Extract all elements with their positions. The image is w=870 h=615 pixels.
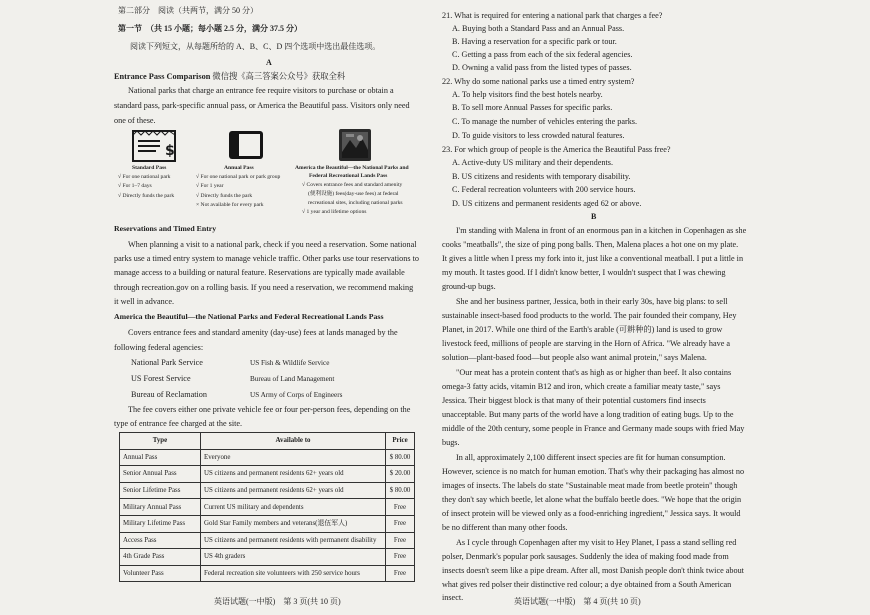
standard-pass-name: Standard Pass <box>132 165 167 171</box>
atb-line: Covers entrance fees and standard amenity (day-use) fees at lands managed by the <box>128 328 398 337</box>
intro-line-2: standard pass, park-specific annual pass, or America the Beautiful pass. Visitors only need <box>114 101 410 110</box>
atb-line: following federal agencies: <box>114 343 204 352</box>
standard-pass-feature: √ For 1–7 days <box>118 183 152 189</box>
passage-b-line: Jessica. Their biggest block is that many of their potential customers find insects <box>442 396 706 405</box>
available-cell: Everyone <box>201 449 386 466</box>
price-cell: Free <box>386 515 415 532</box>
passage-b-line: images of insects. The labels do state "Sustainable meat made from beetle protein" though <box>442 481 738 490</box>
available-cell: Current US military and dependents <box>201 499 386 516</box>
atb-pass-feature: √ 1 year and lifetime options <box>302 209 367 215</box>
type-cell: Military Lifetime Pass <box>120 515 201 532</box>
title-cn: 微信搜《高三答案公众号》获取全科 <box>210 72 346 81</box>
passage-title <box>114 70 345 82</box>
standard-pass-feature: √ For one national park <box>118 174 171 180</box>
question-21-option-c[interactable]: C. Getting a pass from each of the six federal agencies. <box>452 50 633 59</box>
atb-heading: America the Beautiful—the National Parks and Federal Recreational Lands Pass <box>114 312 384 321</box>
price-cell: Free <box>386 532 415 549</box>
question-21-option-a[interactable]: A. Buying both a Standard Pass and an Annual Pass. <box>452 24 625 33</box>
agency-name: Bureau of Reclamation <box>131 390 207 399</box>
passage-b-line: ground-up bugs. <box>442 282 496 291</box>
fee-line: The fee covers either one private vehicle fee or four per-person fees, depending on the <box>128 405 411 414</box>
passage-b-line: I'm standing with Malena in front of an enormous pan in a kitchen in Copenhagen as she <box>456 226 747 235</box>
passage-b-line: omega-3 fatty acids, vitamin B12 and iron, which create a familiar meaty taste," says <box>442 382 721 391</box>
available-cell: US 4th graders <box>201 549 386 566</box>
question-22-option-d[interactable]: D. To guide visitors to less crowded natural features. <box>452 131 625 140</box>
price-cell: $ 80.00 <box>386 449 415 466</box>
table-row <box>120 549 415 566</box>
question-22-option-c[interactable]: C. To manage the number of vehicles entering the parks. <box>452 117 638 126</box>
agency-name: US Army of Corps of Engineers <box>250 391 343 399</box>
passage-b-line: my mouth. It tastes good. If I didn't know better, I wouldn't suspect that I was chewing <box>442 268 726 277</box>
ticket-icon <box>132 130 176 167</box>
question-23-option-c[interactable]: C. Federal recreation volunteers with 200 service hours. <box>452 185 636 194</box>
annual-pass-feature: × Not available for every park <box>196 202 264 208</box>
annual-pass-feature: √ Directly funds the park <box>196 193 253 199</box>
question-21-option-b[interactable]: B. Having a reservation for a specific park or tour. <box>452 37 617 46</box>
atb-pass-feature: (便利设施) fees(day-use fees) at federal <box>308 191 399 197</box>
question-23-option-d[interactable]: D. US citizens and permanent residents aged 62 or above. <box>452 199 642 208</box>
standard-pass-feature: √ Directly funds the park <box>118 193 175 199</box>
column-header: Price <box>386 433 415 450</box>
available-cell: US citizens and permanent residents with permanent disability <box>201 532 386 549</box>
passage-b-line: polser, Denmark's popular pork sausages. Suddenly the idea of making food made from <box>442 552 729 561</box>
annual-pass-feature: √ For one national park or park group <box>196 174 281 180</box>
passage-b-line: She and her business partner, Jessica, both in their early 30s, have big plans: to sell <box>456 297 728 306</box>
atb-pass-feature: √ Covers entrance fees and standard amenity <box>302 182 403 188</box>
annual-pass-feature: √ For 1 year <box>196 183 224 189</box>
page-footer-left: 英语试题(一中版) 第 3 页(共 10 页) <box>214 597 341 606</box>
reservations-line: parks use a timed entry system to manage vehicle traffic. Other parks use tour reservations to <box>114 254 419 263</box>
passage-b-line: However, science is no match for human emotion. That's why their packaging has almost no <box>442 467 745 476</box>
part-header: 第二部分 阅读（共两节，满分 50 分） <box>118 6 258 15</box>
available-cell: Gold Star Family members and veterans(退伍军人) <box>201 515 386 532</box>
question-22-stem: 22. Why do some national parks use a timed entry system? <box>442 77 635 86</box>
passage-b-line: unacceptable. But many parts of the world have a long tradition of eating bugs. Up to the <box>442 410 734 419</box>
section-header: 第一节 （共 15 小题；每小题 2.5 分，满分 37.5 分） <box>118 24 302 33</box>
passage-b-line: of insect protein will be viewed only as a food-enriching ingredient," Jessica says. It would <box>442 509 741 518</box>
intro-line-3: one of these. <box>114 116 156 125</box>
type-cell: Senior Lifetime Pass <box>120 482 201 499</box>
price-cell: Free <box>386 565 415 582</box>
reservations-heading: Reservations and Timed Entry <box>114 224 217 233</box>
passage-b-line: It gives a little when I press my fork into it, just like a conventional meatball. I put a little in <box>442 254 744 263</box>
pass-fee-table <box>119 432 415 582</box>
price-cell: $ 80.00 <box>386 482 415 499</box>
reservations-line: manage access to a building or natural feature. Reservations are typically made available <box>114 268 405 277</box>
passage-b-line: cooks "meatballs", the size of ping pong balls. Then, Malena places a hot one on my plate. <box>442 240 739 249</box>
type-cell: Volunteer Pass <box>120 565 201 582</box>
atb-pass-feature: recreational sites, including national parks <box>308 200 403 206</box>
question-22-option-b[interactable]: B. To sell more Annual Passes for specific parks. <box>452 103 613 112</box>
title-en: Entrance Pass Comparison <box>114 72 211 81</box>
passage-b-line: "Our meat has a protein content that's as high as or higher than beef. It also contains <box>456 368 732 377</box>
type-cell: Access Pass <box>120 532 201 549</box>
fee-line: type of entrance fee charged at the site. <box>114 419 243 428</box>
svg-text:$: $ <box>165 143 175 159</box>
type-cell: 4th Grade Pass <box>120 549 201 566</box>
table-row <box>120 515 415 532</box>
passage-letter-b: B <box>591 212 597 221</box>
type-cell: Military Annual Pass <box>120 499 201 516</box>
annual-pass-name: Annual Pass <box>224 165 254 171</box>
agency-name: US Fish & Wildlife Service <box>250 359 330 367</box>
agency-name: US Forest Service <box>131 374 191 383</box>
intro-line-1: National parks that charge an entrance fee require visitors to purchase or obtain a <box>128 86 394 95</box>
question-22-option-a[interactable]: A. To help visitors find the best hotels nearby. <box>452 90 603 99</box>
atb-pass-name: America the Beautiful—the National Parks and <box>295 165 409 171</box>
price-cell: Free <box>386 549 415 566</box>
passage-b-line: what gives red polser their distinctive red colour; a dye obtained from a South American <box>442 580 732 589</box>
table-header-row <box>120 433 415 450</box>
passage-b-line: solution—plant-based food—but people also want animal protein," says Malena. <box>442 353 707 362</box>
passage-b-line: they don't say which beetle, let alone what the buffalo beetle does. "We hope that the origin <box>442 495 742 504</box>
available-cell: US citizens and permanent residents 62+ years old <box>201 482 386 499</box>
agency-name: Bureau of Land Management <box>250 375 335 383</box>
passage-b-line: In all, approximately 2,100 different insect species are fit for human consumption. <box>456 453 726 462</box>
page-footer-right: 英语试题(一中版) 第 4 页(共 10 页) <box>514 597 641 606</box>
passage-b-line: middle of the 20th century, some people in France and Germany made soups with fried May <box>442 424 745 433</box>
passage-b-line: As I cycle through Copenhagen after my visit to Hey Planet, I pass a stand selling red <box>456 538 737 547</box>
passage-b-line: be no different than many other foods. <box>442 523 568 532</box>
table-row <box>120 466 415 483</box>
landscape-pass-icon <box>338 128 372 167</box>
passage-b-line: insect. <box>442 593 464 602</box>
table-row <box>120 565 415 582</box>
reservations-line: it well in advance. <box>114 297 175 306</box>
type-cell: Senior Annual Pass <box>120 466 201 483</box>
instruction: 阅读下列短文，从每题所给的 A、B、C、D 四个选项中选出最佳选项。 <box>130 42 381 51</box>
passage-b-line: bugs. <box>442 438 460 447</box>
question-21-option-d[interactable]: D. Owning a valid pass from the listed types of passes. <box>452 63 632 72</box>
agency-name: National Park Service <box>131 358 203 367</box>
table-row <box>120 499 415 516</box>
question-21-stem: 21. What is required for entering a national park that charges a fee? <box>442 11 663 20</box>
passage-letter-a: A <box>266 58 272 67</box>
table-row <box>120 449 415 466</box>
column-header: Available to <box>201 433 386 450</box>
pass-card-icon <box>228 130 264 165</box>
passage-b-line: livestock feed, millions of people are starving in the Horn of Africa. "We already have a <box>442 339 731 348</box>
price-cell: Free <box>386 499 415 516</box>
passage-b-line: Planet, in 2017. While one third of the Earth's arable (可耕种的) land is used to grow <box>442 325 723 334</box>
price-cell: $ 20.00 <box>386 466 415 483</box>
column-header: Type <box>120 433 201 450</box>
passage-b-line: insects doesn't seem like a pipe dream. After all, most Danish people don't think twice about <box>442 566 744 575</box>
passage-b-line: sustainable insect-based food products to the world. The pair founded their company, Hey <box>442 311 737 320</box>
table-row <box>120 532 415 549</box>
available-cell: Federal recreation site volunteers with 250 service hours <box>201 565 386 582</box>
atb-pass-name: Federal Recreational Lands Pass <box>309 173 388 179</box>
type-cell: Annual Pass <box>120 449 201 466</box>
reservations-line: When planning a visit to a national park, check if you need a reservation. Some national <box>128 240 417 249</box>
reservations-line: through recreation.gov on a rolling basis. If you need a reservation, we recommend making <box>114 283 414 292</box>
question-23-stem: 23. For which group of people is the America the Beautiful Pass free? <box>442 145 671 154</box>
question-23-option-a[interactable]: A. Active-duty US military and their dependents. <box>452 158 613 167</box>
question-23-option-b[interactable]: B. US citizens and residents with temporary disability. <box>452 172 631 181</box>
table-row <box>120 482 415 499</box>
available-cell: US citizens and permanent residents 62+ years old <box>201 466 386 483</box>
